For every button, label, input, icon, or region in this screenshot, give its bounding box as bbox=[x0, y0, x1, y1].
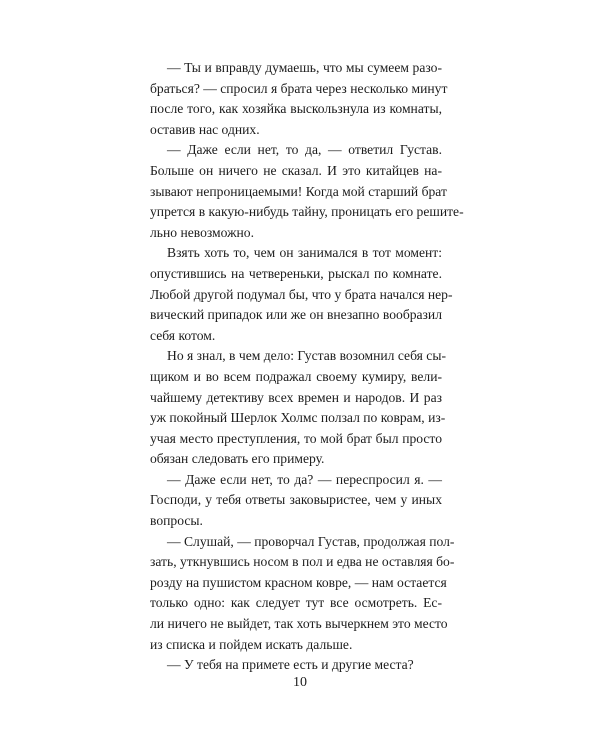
paragraph bbox=[150, 532, 455, 656]
text-line: чайшему детективу всех времен и народов. И раз bbox=[150, 389, 442, 405]
paragraph bbox=[150, 140, 464, 243]
text-line: вический припадок или же он внезапно вообразил bbox=[150, 307, 442, 323]
text-line: зать, уткнувшись носом в пол и едва не оставляя бо- bbox=[150, 554, 455, 570]
text-line: вопросы. bbox=[150, 513, 203, 529]
text-line: только одно: как следует тут все осмотреть. Ес- bbox=[150, 595, 442, 611]
text-line: обязан следовать его примеру. bbox=[150, 451, 325, 467]
text-line: ли ничего не выйдет, так хоть вычеркнем это место bbox=[150, 616, 448, 632]
text-line: зывают непроницаемыми! Когда мой старший брат bbox=[150, 183, 447, 199]
paragraph bbox=[150, 58, 448, 140]
text-line: после того, как хозяйка выскользнула из комнаты, bbox=[150, 101, 442, 117]
text-line: — Даже если нет, то да? — переспросил я. — bbox=[167, 471, 442, 487]
text-line: упрется в какую-нибудь тайну, проницать его решите- bbox=[150, 204, 464, 220]
text-line: опустившись на четвереньки, рыскал по комнате. bbox=[150, 265, 442, 281]
text-line: себя котом. bbox=[150, 327, 216, 343]
paragraph bbox=[150, 655, 442, 676]
text-line: — Слушай, — проворчал Густав, продолжая пол- bbox=[167, 533, 455, 549]
text-line: учая место преступления, то мой брат был просто bbox=[150, 430, 442, 446]
text-line: льно невозможно. bbox=[150, 224, 254, 240]
text-line: — У тебя на примете есть и другие места? bbox=[167, 657, 414, 673]
text-line: браться? — спросил я брата через несколько минут bbox=[150, 80, 448, 96]
text-line: из списка и пойдем искать дальше. bbox=[150, 636, 353, 652]
page-number: 10 bbox=[293, 675, 307, 690]
text-line: Взять хоть то, чем он занимался в тот момент: bbox=[167, 245, 442, 261]
text-line: — Даже если нет, то да, — ответил Густав. bbox=[167, 142, 442, 158]
text-line: оставив нас одних. bbox=[150, 121, 260, 137]
text-line: — Ты и вправду думаешь, что мы сумеем разо- bbox=[167, 60, 442, 75]
text-line: Но я знал, в чем дело: Густав возомнил себя сы- bbox=[167, 348, 447, 364]
paragraph bbox=[150, 346, 447, 470]
text-line: Больше он ничего не сказал. И это китайцев на- bbox=[150, 162, 442, 178]
text-line: Любой другой подумал бы, что у брата начался нер- bbox=[150, 286, 453, 302]
text-line: щиком и во всем подражал своему кумиру, вели- bbox=[150, 368, 442, 384]
text-line: Господи, у тебя ответы заковыристее, чем у иных bbox=[150, 492, 442, 508]
paragraph bbox=[150, 470, 442, 532]
text-line: розду на пушистом красном ковре, — нам остается bbox=[150, 574, 447, 590]
body-text bbox=[150, 58, 464, 676]
paragraph bbox=[150, 243, 453, 346]
text-line: уж покойный Шерлок Холмс ползал по коврам, из- bbox=[150, 410, 446, 426]
